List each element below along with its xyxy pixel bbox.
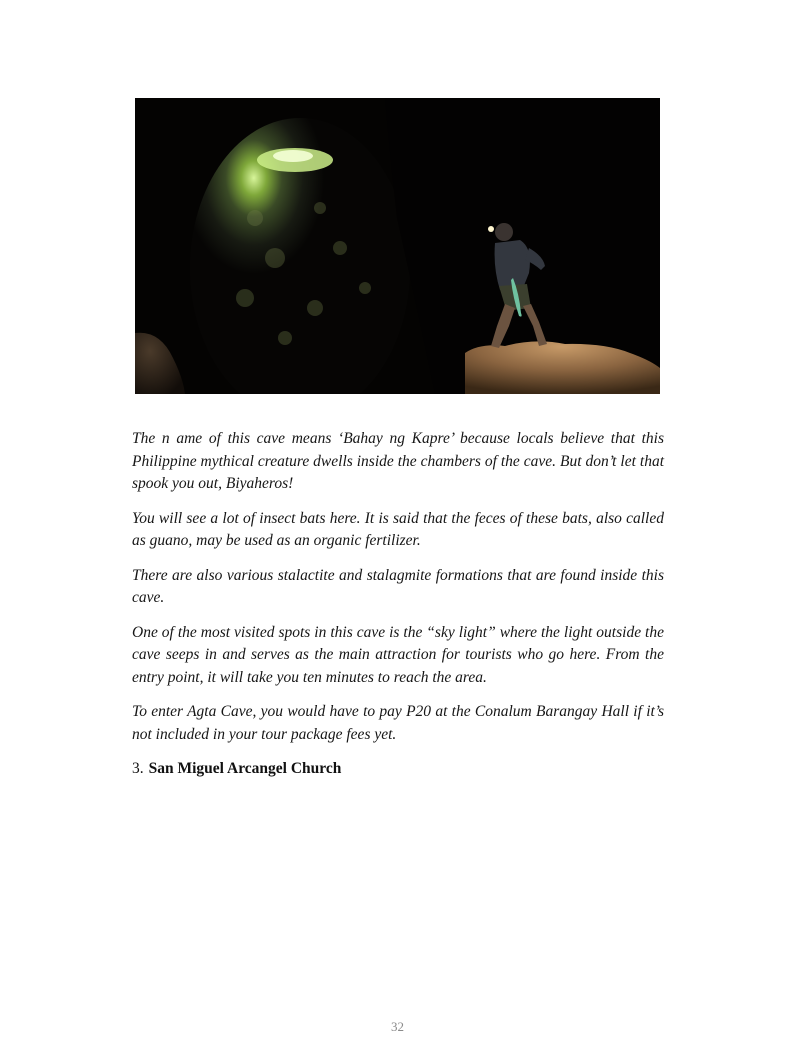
section-number: 3.	[132, 760, 144, 777]
paragraph-cave-name: The n ame of this cave means ‘Bahay ng Kapre’ because locals believe that this Philippine mythical creature dwells inside the chambers of the cave. But don’t let that spook you out, Biyaheros!	[132, 430, 664, 492]
section-heading	[132, 758, 664, 780]
cave-photo	[135, 98, 660, 394]
article-body	[132, 428, 664, 780]
cave-explorer-photo-icon	[135, 98, 660, 394]
paragraph-entrance-fee: To enter Agta Cave, you would have to pay P20 at the Conalum Barangay Hall if it’s not included in your tour package fees yet.	[132, 703, 664, 743]
paragraph-formations: There are also various stalactite and stalagmite formations that are found inside this cave.	[132, 566, 664, 606]
page-number: 32	[391, 1019, 404, 1034]
paragraph-bats: You will see a lot of insect bats here. It is said that the feces of these bats, also called as guano, may be used as an organic fertilizer.	[132, 509, 664, 549]
paragraph-sky-light: One of the most visited spots in this cave is the “sky light” where the light outside the cave seeps in and serves as the main attraction for tourists who go here. From the entry point, it will take you ten minutes to reach the area.	[132, 623, 664, 686]
section-title: San Miguel Arcangel Church	[148, 760, 342, 777]
